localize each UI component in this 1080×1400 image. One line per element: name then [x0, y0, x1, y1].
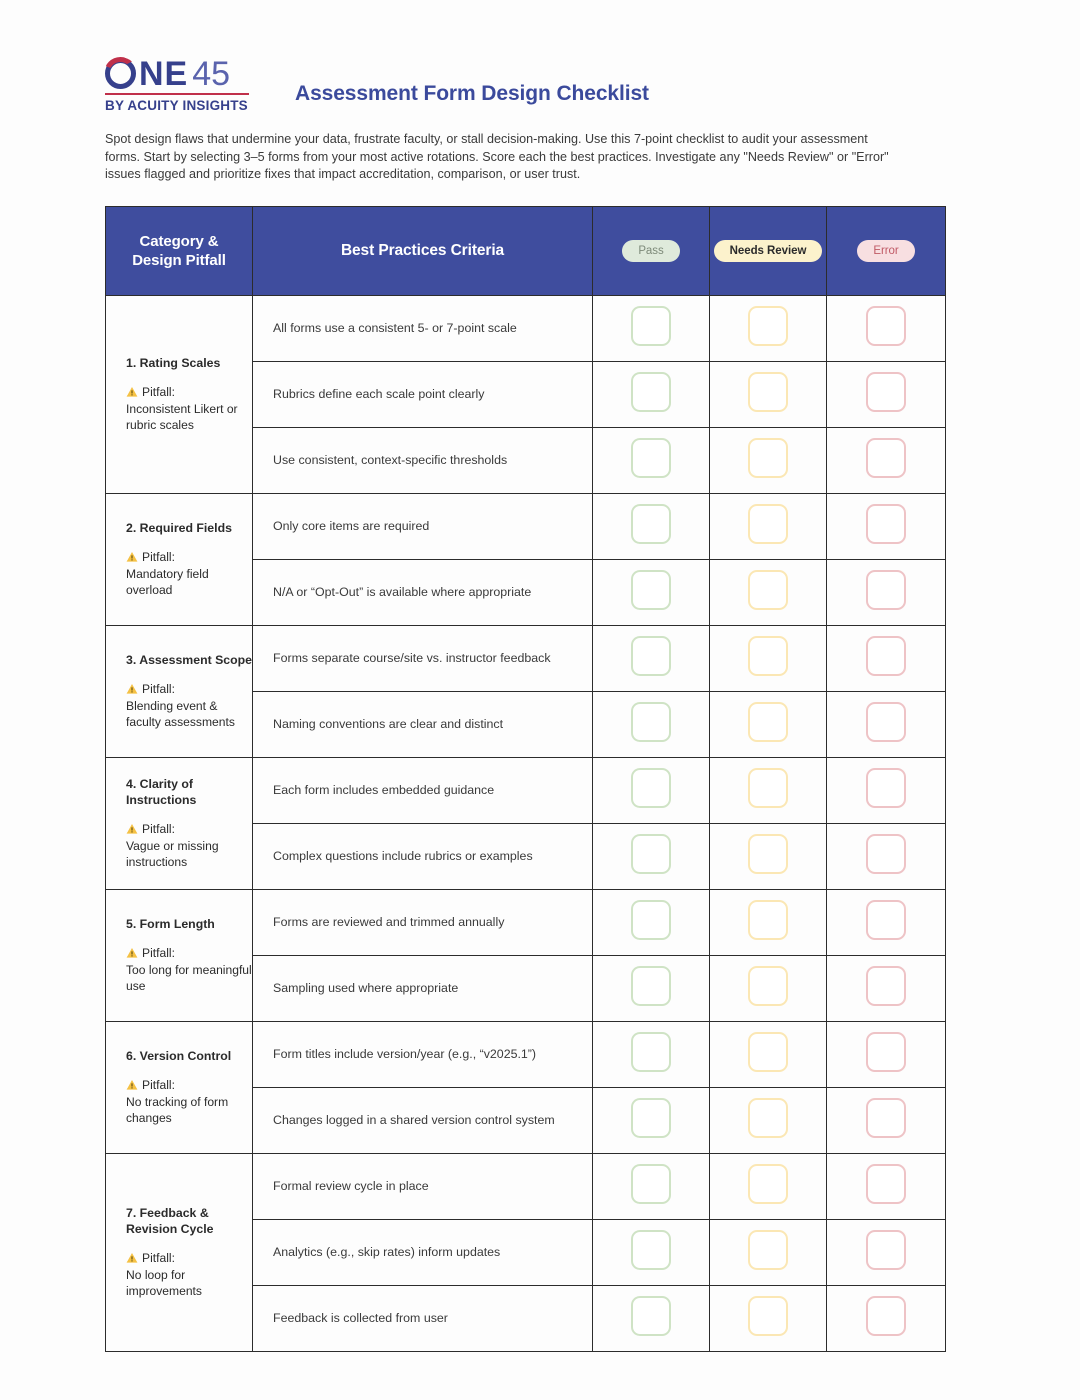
error-checkbox-cell[interactable]: [827, 296, 946, 362]
pass-checkbox-cell[interactable]: [593, 956, 710, 1022]
needs-review-checkbox-cell[interactable]: [710, 560, 827, 626]
pass-checkbox[interactable]: [631, 372, 671, 412]
pass-checkbox-cell[interactable]: [593, 1022, 710, 1088]
error-checkbox[interactable]: [866, 702, 906, 742]
pass-checkbox[interactable]: [631, 1032, 671, 1072]
error-checkbox-cell[interactable]: [827, 758, 946, 824]
pitfall-label: Pitfall:: [142, 385, 175, 400]
needs-review-checkbox-cell[interactable]: [710, 758, 827, 824]
needs-review-checkbox-cell[interactable]: [710, 692, 827, 758]
error-checkbox[interactable]: [866, 372, 906, 412]
needs-review-checkbox-cell[interactable]: [710, 428, 827, 494]
category-cell-1: [106, 296, 253, 494]
criteria-cell: N/A or “Opt-Out” is available where appropriate: [253, 560, 593, 626]
needs-review-badge: Needs Review: [714, 240, 823, 262]
needs-review-checkbox[interactable]: [748, 702, 788, 742]
pass-checkbox-cell[interactable]: [593, 494, 710, 560]
error-checkbox-cell[interactable]: [827, 956, 946, 1022]
logo-wordmark: [105, 52, 255, 93]
error-checkbox-cell[interactable]: [827, 890, 946, 956]
needs-review-checkbox[interactable]: [748, 504, 788, 544]
pass-checkbox-cell[interactable]: [593, 1220, 710, 1286]
needs-review-checkbox[interactable]: [748, 1032, 788, 1072]
error-checkbox[interactable]: [866, 966, 906, 1006]
checklist-table-body: [106, 296, 946, 1352]
needs-review-checkbox[interactable]: [748, 372, 788, 412]
pitfall-heading: [126, 821, 252, 838]
pass-checkbox-cell[interactable]: [593, 1154, 710, 1220]
error-checkbox[interactable]: [866, 570, 906, 610]
needs-review-checkbox-cell[interactable]: [710, 824, 827, 890]
category-cell-5: [106, 890, 253, 1022]
criteria-cell: Use consistent, context-specific thresholds: [253, 428, 593, 494]
table-row: [106, 758, 946, 824]
error-checkbox-cell[interactable]: [827, 362, 946, 428]
needs-review-checkbox-cell[interactable]: [710, 1088, 827, 1154]
table-row: [106, 1022, 946, 1088]
needs-review-checkbox[interactable]: [748, 768, 788, 808]
needs-review-checkbox[interactable]: [748, 1098, 788, 1138]
intro-paragraph: Spot design flaws that undermine your data, frustrate faculty, or stall decision-making. Use this 7-point checklist to audit your assessment forms. Start by selecting 3–5 forms from your most active rotations. Score each the best practices. Investigate any "Needs Review" or "Error" issues flagged and prioritize fixes that impact accreditation, comparison, or user trust.: [105, 132, 889, 181]
pass-checkbox-cell[interactable]: [593, 890, 710, 956]
document-header: [105, 52, 955, 114]
category-title: 1. Rating Scales: [126, 356, 221, 371]
pass-checkbox[interactable]: [631, 900, 671, 940]
needs-review-checkbox[interactable]: [748, 636, 788, 676]
needs-review-checkbox-cell[interactable]: [710, 1286, 827, 1352]
pitfall-label: Pitfall:: [142, 682, 175, 697]
pass-checkbox-cell[interactable]: [593, 362, 710, 428]
pitfall-text: Too long for meaningful use: [126, 962, 252, 994]
logo-45-text: 45: [192, 54, 231, 93]
category-title: 3. Assessment Scope: [126, 653, 252, 668]
error-checkbox-cell[interactable]: [827, 824, 946, 890]
needs-review-checkbox[interactable]: [748, 1296, 788, 1336]
category-title: 4. Clarity of Instructions: [126, 777, 197, 808]
warning-triangle-icon: [126, 823, 138, 835]
criteria-cell: Feedback is collected from user: [253, 1286, 593, 1352]
checklist-table: [105, 206, 946, 1352]
needs-review-checkbox[interactable]: [748, 966, 788, 1006]
pass-checkbox-cell[interactable]: [593, 296, 710, 362]
pass-checkbox-cell[interactable]: [593, 560, 710, 626]
pitfall-label: Pitfall:: [142, 822, 175, 837]
error-checkbox[interactable]: [866, 834, 906, 874]
pass-checkbox-cell[interactable]: [593, 428, 710, 494]
needs-review-checkbox[interactable]: [748, 1164, 788, 1204]
logo-o-icon: [105, 58, 136, 89]
category-cell-4: [106, 758, 253, 890]
pass-checkbox[interactable]: [631, 1296, 671, 1336]
criteria-cell: Rubrics define each scale point clearly: [253, 362, 593, 428]
error-checkbox[interactable]: [866, 1296, 906, 1336]
category-title: 2. Required Fields: [126, 521, 232, 536]
logo-ne-text: NE: [139, 54, 189, 93]
error-checkbox[interactable]: [866, 1164, 906, 1204]
error-checkbox-cell[interactable]: [827, 428, 946, 494]
pass-checkbox[interactable]: [631, 438, 671, 478]
pass-checkbox[interactable]: [631, 504, 671, 544]
column-header-needs-review: [710, 207, 827, 296]
error-checkbox-cell[interactable]: [827, 692, 946, 758]
needs-review-checkbox-cell[interactable]: [710, 1022, 827, 1088]
error-checkbox-cell[interactable]: [827, 560, 946, 626]
error-badge: Error: [857, 240, 914, 262]
table-row: [106, 494, 946, 560]
criteria-cell: Forms are reviewed and trimmed annually: [253, 890, 593, 956]
pitfall-label: Pitfall:: [142, 550, 175, 565]
pass-checkbox[interactable]: [631, 702, 671, 742]
needs-review-checkbox[interactable]: [748, 834, 788, 874]
pass-checkbox[interactable]: [631, 768, 671, 808]
criteria-cell: Changes logged in a shared version control system: [253, 1088, 593, 1154]
criteria-cell: Each form includes embedded guidance: [253, 758, 593, 824]
criteria-cell: Forms separate course/site vs. instructor feedback: [253, 626, 593, 692]
pass-checkbox[interactable]: [631, 636, 671, 676]
page-title: Assessment Form Design Checklist: [295, 82, 649, 105]
pass-badge: Pass: [622, 240, 679, 262]
error-checkbox[interactable]: [866, 504, 906, 544]
warning-triangle-icon: [126, 386, 138, 398]
column-header-criteria: Best Practices Criteria: [253, 207, 593, 296]
criteria-cell: All forms use a consistent 5- or 7-point scale: [253, 296, 593, 362]
error-checkbox[interactable]: [866, 438, 906, 478]
pitfall-heading: [126, 681, 252, 698]
pitfall-text: Vague or missing instructions: [126, 838, 219, 870]
error-checkbox[interactable]: [866, 306, 906, 346]
pass-checkbox-cell[interactable]: [593, 626, 710, 692]
pass-checkbox-cell[interactable]: [593, 692, 710, 758]
category-cell-7: [106, 1154, 253, 1352]
table-header-row: [106, 207, 946, 296]
pass-checkbox-cell[interactable]: [593, 1286, 710, 1352]
criteria-cell: Sampling used where appropriate: [253, 956, 593, 1022]
table-row: [106, 1154, 946, 1220]
criteria-cell: Only core items are required: [253, 494, 593, 560]
pitfall-heading: [126, 384, 252, 401]
table-row: [106, 296, 946, 362]
error-checkbox-cell[interactable]: [827, 1154, 946, 1220]
pass-checkbox[interactable]: [631, 570, 671, 610]
warning-triangle-icon: [126, 947, 138, 959]
column-header-category-line1: Category &: [139, 233, 219, 250]
warning-triangle-icon: [126, 683, 138, 695]
error-checkbox[interactable]: [866, 1230, 906, 1270]
needs-review-checkbox-cell[interactable]: [710, 890, 827, 956]
error-checkbox[interactable]: [866, 1032, 906, 1072]
warning-triangle-icon: [126, 1252, 138, 1264]
pass-checkbox-cell[interactable]: [593, 824, 710, 890]
table-row: [106, 626, 946, 692]
category-title: 6. Version Control: [126, 1049, 232, 1064]
needs-review-checkbox[interactable]: [748, 1230, 788, 1270]
error-checkbox-cell[interactable]: [827, 494, 946, 560]
needs-review-checkbox-cell[interactable]: [710, 1154, 827, 1220]
column-header-pass: [593, 207, 710, 296]
logo-divider-rule: [105, 93, 249, 95]
needs-review-checkbox-cell[interactable]: [710, 494, 827, 560]
needs-review-checkbox-cell[interactable]: [710, 956, 827, 1022]
column-header-category-line2: Design Pitfall: [132, 252, 226, 269]
one45-logo: [105, 52, 255, 113]
pitfall-heading: [126, 1077, 252, 1094]
error-checkbox[interactable]: [866, 768, 906, 808]
criteria-cell: Formal review cycle in place: [253, 1154, 593, 1220]
needs-review-checkbox-cell[interactable]: [710, 626, 827, 692]
warning-triangle-icon: [126, 1079, 138, 1091]
needs-review-checkbox-cell[interactable]: [710, 362, 827, 428]
column-header-error: [827, 207, 946, 296]
needs-review-checkbox[interactable]: [748, 306, 788, 346]
pitfall-label: Pitfall:: [142, 1251, 175, 1266]
pass-checkbox[interactable]: [631, 1098, 671, 1138]
pass-checkbox-cell[interactable]: [593, 758, 710, 824]
logo-tagline: BY ACUITY INSIGHTS: [105, 98, 248, 113]
pitfall-heading: [126, 945, 252, 962]
criteria-cell: Form titles include version/year (e.g., “v2025.1”): [253, 1022, 593, 1088]
criteria-cell: Naming conventions are clear and distinct: [253, 692, 593, 758]
pitfall-text: Inconsistent Likert or rubric scales: [126, 401, 238, 433]
criteria-cell: Complex questions include rubrics or examples: [253, 824, 593, 890]
warning-triangle-icon: [126, 551, 138, 563]
pass-checkbox[interactable]: [631, 1164, 671, 1204]
column-header-category: [106, 207, 253, 296]
error-checkbox[interactable]: [866, 1098, 906, 1138]
error-checkbox-cell[interactable]: [827, 626, 946, 692]
needs-review-checkbox-cell[interactable]: [710, 296, 827, 362]
pitfall-heading: [126, 549, 252, 566]
category-title: 5. Form Length: [126, 917, 215, 932]
table-row: [106, 890, 946, 956]
needs-review-checkbox[interactable]: [748, 438, 788, 478]
pass-checkbox[interactable]: [631, 306, 671, 346]
error-checkbox-cell[interactable]: [827, 1022, 946, 1088]
pitfall-text: Mandatory field overload: [126, 566, 209, 598]
needs-review-checkbox-cell[interactable]: [710, 1220, 827, 1286]
pass-checkbox-cell[interactable]: [593, 1088, 710, 1154]
pitfall-text: No loop for improvements: [126, 1267, 202, 1299]
category-title: 7. Feedback & Revision Cycle: [126, 1206, 214, 1237]
error-checkbox-cell[interactable]: [827, 1286, 946, 1352]
pitfall-label: Pitfall:: [142, 1078, 175, 1093]
pitfall-label: Pitfall:: [142, 946, 175, 961]
needs-review-checkbox[interactable]: [748, 900, 788, 940]
error-checkbox[interactable]: [866, 636, 906, 676]
pitfall-text: No tracking of form changes: [126, 1094, 229, 1126]
category-cell-2: [106, 494, 253, 626]
error-checkbox-cell[interactable]: [827, 1220, 946, 1286]
error-checkbox[interactable]: [866, 900, 906, 940]
pass-checkbox[interactable]: [631, 1230, 671, 1270]
pass-checkbox[interactable]: [631, 834, 671, 874]
pitfall-heading: [126, 1250, 252, 1267]
error-checkbox-cell[interactable]: [827, 1088, 946, 1154]
pass-checkbox[interactable]: [631, 966, 671, 1006]
pitfall-text: Blending event & faculty assessments: [126, 698, 235, 730]
category-cell-6: [106, 1022, 253, 1154]
needs-review-checkbox[interactable]: [748, 570, 788, 610]
criteria-cell: Analytics (e.g., skip rates) inform updates: [253, 1220, 593, 1286]
category-cell-3: [106, 626, 253, 758]
